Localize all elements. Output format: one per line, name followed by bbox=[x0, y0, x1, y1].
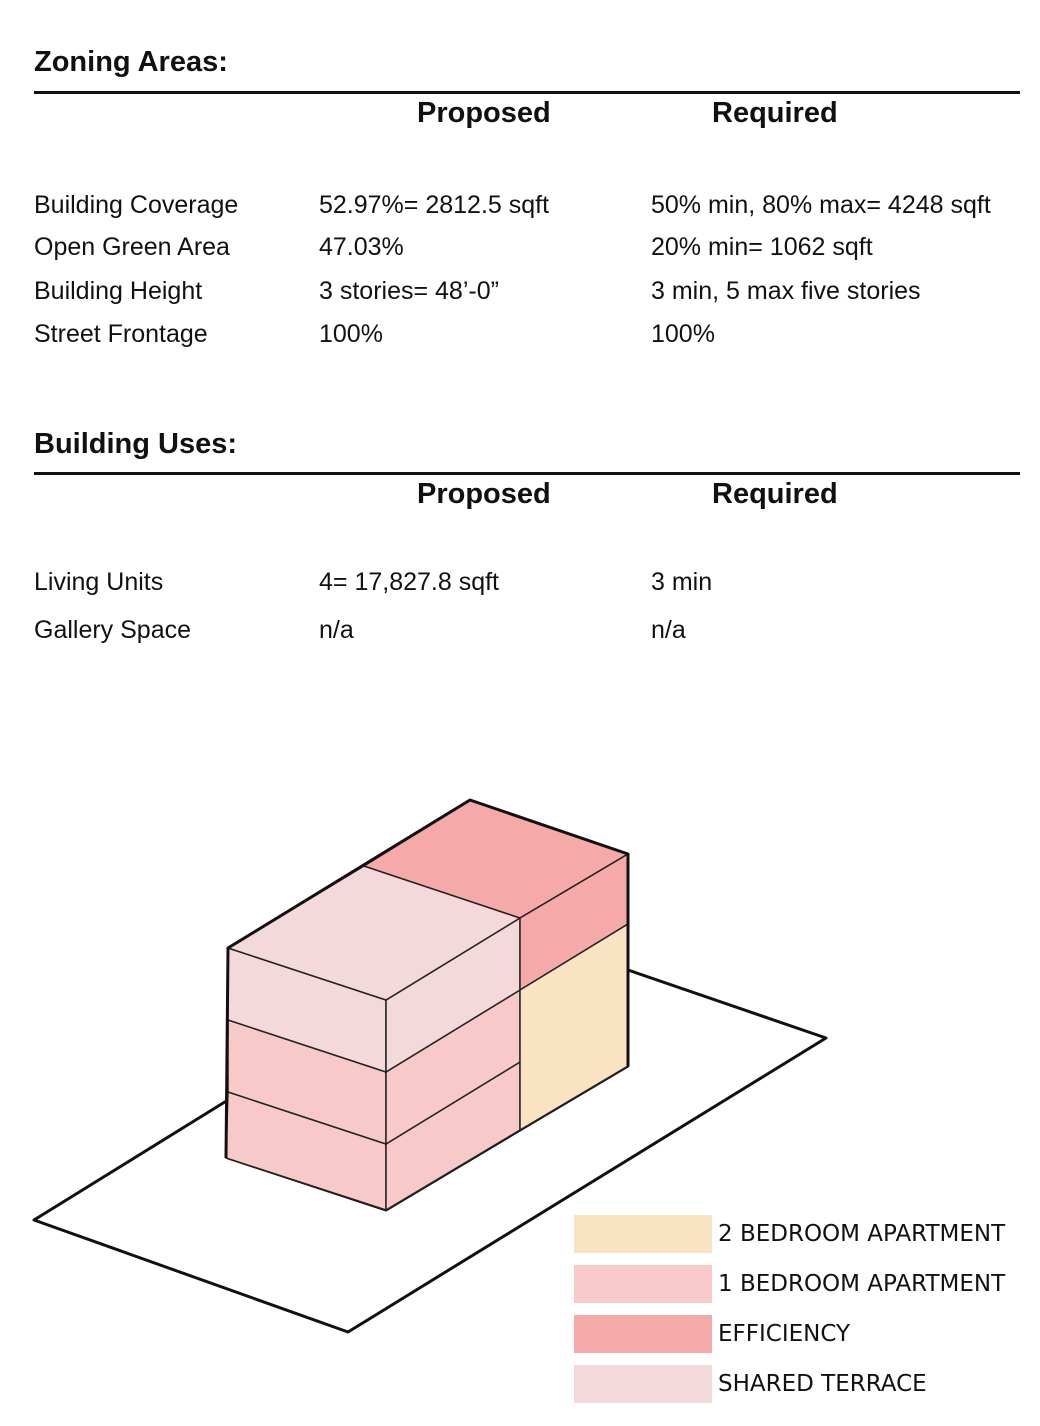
zoning-row-proposed: 100% bbox=[319, 320, 383, 348]
legend-label: 1 BEDROOM APARTMENT bbox=[718, 1271, 1006, 1297]
zoning-row-proposed: 3 stories= 48’-0” bbox=[319, 277, 499, 305]
zoning-row-required: 3 min, 5 max five stories bbox=[651, 277, 921, 305]
uses-row-proposed: n/a bbox=[319, 616, 354, 644]
legend-swatch bbox=[574, 1265, 712, 1303]
zoning-row-required: 100% bbox=[651, 320, 715, 348]
zoning-row-label: Street Frontage bbox=[34, 320, 208, 348]
legend-label: EFFICIENCY bbox=[718, 1321, 851, 1347]
zoning-row-label: Open Green Area bbox=[34, 233, 230, 261]
legend-item-2-bedroom bbox=[574, 1214, 1005, 1254]
uses-title: Building Uses: bbox=[34, 428, 238, 460]
zoning-row-label: Building Coverage bbox=[34, 191, 239, 219]
zoning-proposed-header: Proposed bbox=[417, 97, 551, 129]
uses-row-label: Living Units bbox=[34, 568, 164, 596]
legend-item-efficiency bbox=[574, 1314, 850, 1354]
zoning-row-label: Building Height bbox=[34, 277, 203, 305]
zoning-row-required: 20% min= 1062 sqft bbox=[651, 233, 873, 261]
uses-proposed-header: Proposed bbox=[417, 478, 551, 510]
uses-row-label: Gallery Space bbox=[34, 616, 192, 644]
uses-divider bbox=[34, 472, 1020, 475]
uses-row-proposed: 4= 17,827.8 sqft bbox=[319, 568, 500, 596]
zoning-required-header: Required bbox=[712, 97, 838, 129]
legend-label: SHARED TERRACE bbox=[718, 1371, 927, 1397]
legend-label: 2 BEDROOM APARTMENT bbox=[718, 1221, 1006, 1247]
legend-swatch bbox=[574, 1215, 712, 1253]
uses-row-required: n/a bbox=[651, 616, 686, 644]
legend-swatch bbox=[574, 1365, 712, 1403]
zoning-row-proposed: 47.03% bbox=[319, 233, 404, 261]
zoning-row-proposed: 52.97%= 2812.5 sqft bbox=[319, 191, 550, 219]
zoning-row-required: 50% min, 80% max= 4248 sqft bbox=[651, 191, 991, 219]
legend-swatch bbox=[574, 1315, 712, 1353]
uses-required-header: Required bbox=[712, 478, 838, 510]
zoning-divider bbox=[34, 91, 1020, 94]
zoning-title: Zoning Areas: bbox=[34, 46, 228, 78]
legend-item-shared-terrace bbox=[574, 1364, 927, 1404]
uses-row-required: 3 min bbox=[651, 568, 713, 596]
legend-item-1-bedroom bbox=[574, 1264, 1005, 1304]
